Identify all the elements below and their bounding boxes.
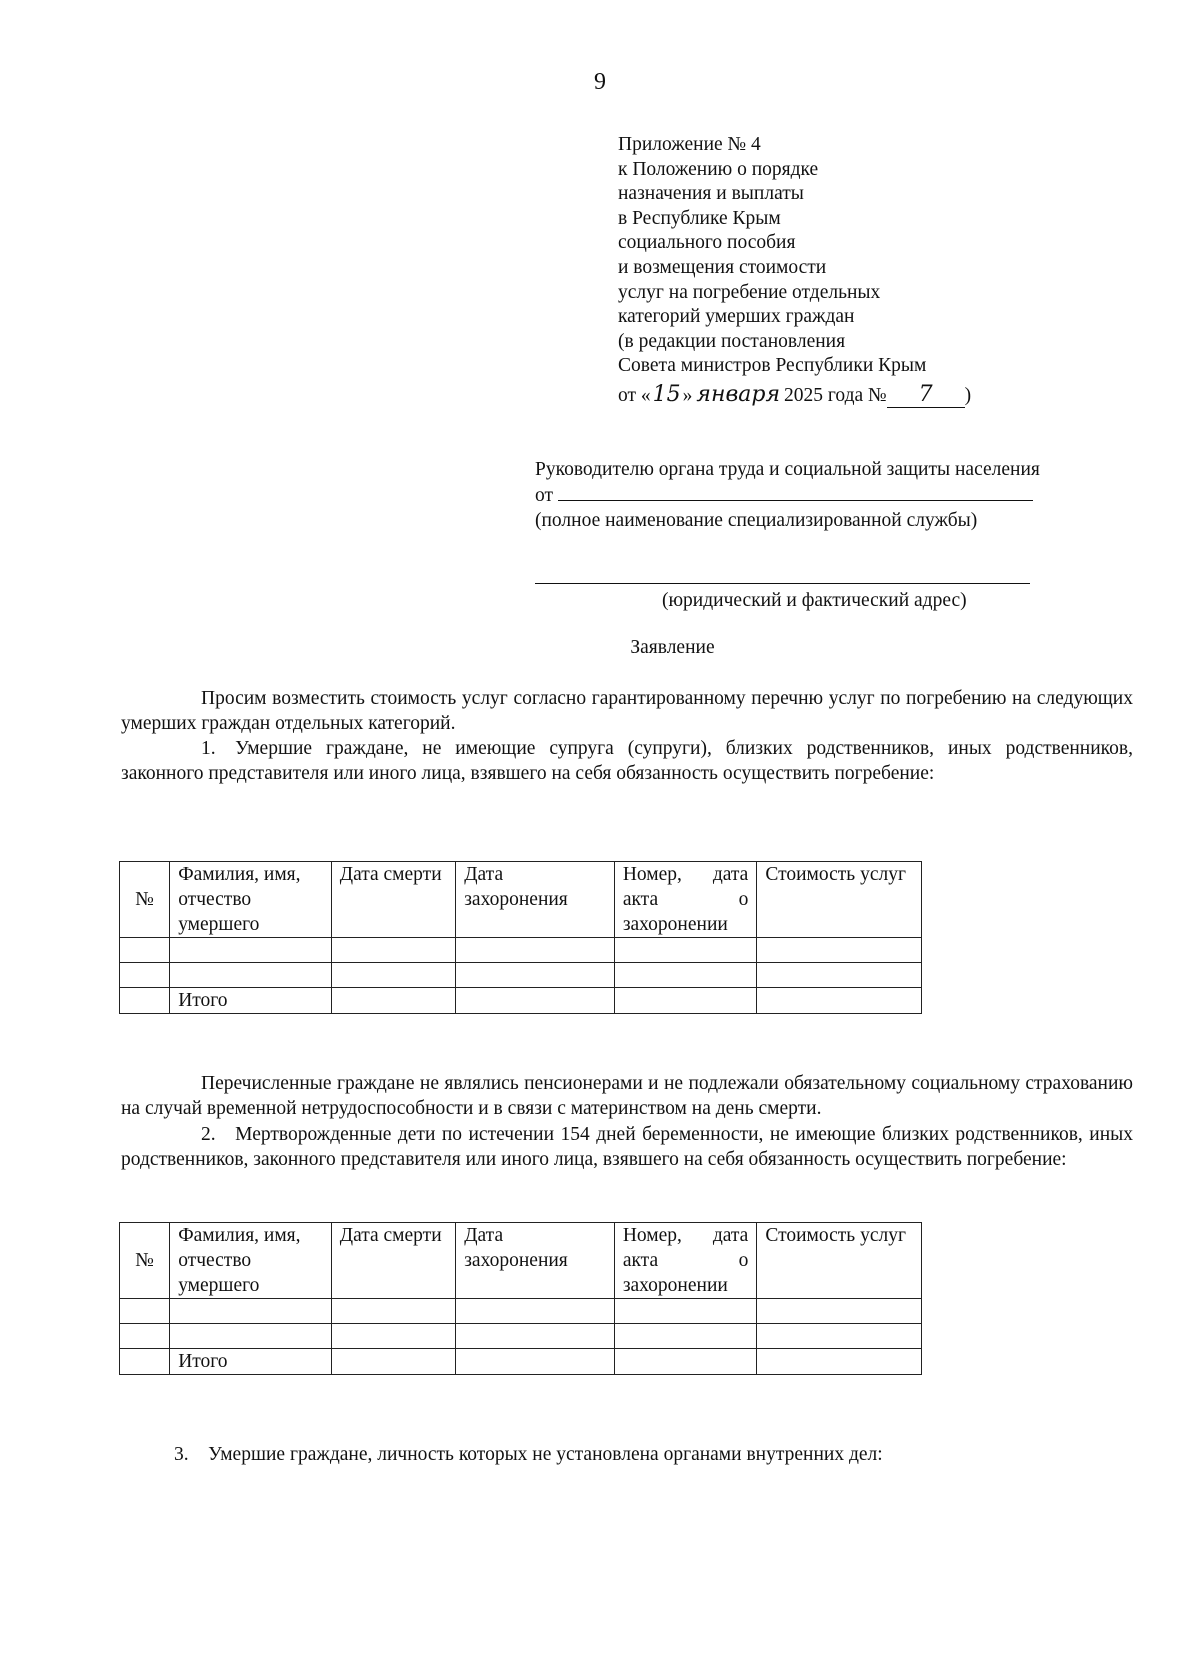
item-2-paragraph: 2. Мертворожденные дети по истечении 154 дней беременности, не имеющие близких родственников, иных родственников, законного представителя или иного лица, взявшего на себя обязанность осуществить погребение: — [121, 1124, 1133, 1170]
header-cost: Стоимость услуг — [757, 862, 922, 938]
table-1 — [119, 861, 922, 1014]
handwritten-day: 15 — [652, 381, 681, 407]
document-title: Заявление — [630, 637, 715, 658]
appendix-line: и возмещения стоимости — [618, 256, 827, 278]
table-row — [120, 938, 922, 963]
header-death-date: Дата смерти — [331, 1223, 455, 1299]
appendix-line: к Положению о порядке — [618, 158, 819, 180]
table-total-row — [120, 1349, 922, 1375]
header-burial-date: Дата захоронения — [456, 1223, 615, 1299]
appendix-date-line — [618, 382, 1038, 407]
table-header-row — [120, 1223, 922, 1299]
addressee-block — [535, 457, 1155, 613]
date-year: 2025 года № — [784, 384, 887, 406]
appendix-block — [618, 132, 1038, 407]
header-act: Номер, дата акта о захоронении — [614, 1223, 757, 1299]
header-act: Номер, дата акта о захоронении — [614, 862, 757, 938]
from-line — [535, 482, 1155, 508]
intro-paragraph: Просим возместить стоимость услуг согласно гарантированному перечню услуг по погребению на следующих умерших граждан отдельных категорий. — [121, 688, 1133, 734]
appendix-line: Приложение № 4 — [618, 134, 761, 155]
header-death-date: Дата смерти — [331, 862, 455, 938]
appendix-line: назначения и выплаты — [618, 183, 804, 205]
header-cost: Стоимость услуг — [757, 1223, 922, 1299]
appendix-line: категорий умерших граждан — [618, 306, 855, 328]
address-blank-line[interactable] — [535, 565, 1030, 584]
appendix-line: услуг на погребение отдельных — [618, 281, 881, 303]
date-suffix: ) — [964, 384, 972, 406]
item-3-paragraph: 3. Умершие граждане, личность которых не установлена органами внутренних дел: — [174, 1444, 883, 1465]
table-header-row — [120, 862, 922, 938]
appendix-line: в Республике Крым — [618, 207, 781, 229]
header-name: Фамилия, имя, отчество умершего — [170, 1223, 332, 1299]
header-num: № — [120, 862, 170, 938]
from-label: от — [535, 485, 554, 506]
addressee-line: Руководителю органа труда и социальной защиты населения — [535, 459, 1040, 480]
table-total-row — [120, 988, 922, 1014]
total-label: Итого — [170, 1349, 332, 1375]
header-num: № — [120, 1223, 170, 1299]
from-blank-line[interactable] — [558, 482, 1033, 501]
header-burial-date: Дата захоронения — [456, 862, 615, 938]
table-2 — [119, 1222, 922, 1375]
appendix-line: Совета министров Республики Крым — [618, 355, 927, 377]
total-label: Итого — [170, 988, 332, 1014]
table-row — [120, 1299, 922, 1324]
handwritten-month: января — [696, 381, 781, 407]
date-prefix: от « — [618, 384, 651, 406]
item-1-paragraph: 1. Умершие граждане, не имеющие супруга (супруги), близких родственников, иных родственников, законного представителя или иного лица, взявшего на себя обязанность осуществить погребение: — [121, 738, 1133, 784]
appendix-line: (в редакции постановления — [618, 330, 846, 352]
table-row — [120, 963, 922, 988]
page-number: 9 — [594, 69, 606, 95]
table-row — [120, 1324, 922, 1349]
date-quote: » — [682, 384, 693, 406]
appendix-line: социального пособия — [618, 232, 796, 254]
address-hint: (юридический и фактический адрес) — [662, 590, 967, 611]
note-paragraph: Перечисленные граждане не являлись пенсионерами и не подлежали обязательному социальному страхованию на случай временной нетрудоспособности и в связи с материнством на день смерти. — [121, 1073, 1133, 1119]
handwritten-doc-number: 7 — [887, 382, 965, 408]
header-name: Фамилия, имя, отчество умершего — [170, 862, 332, 938]
service-name-hint: (полное наименование специализированной службы) — [535, 510, 978, 531]
